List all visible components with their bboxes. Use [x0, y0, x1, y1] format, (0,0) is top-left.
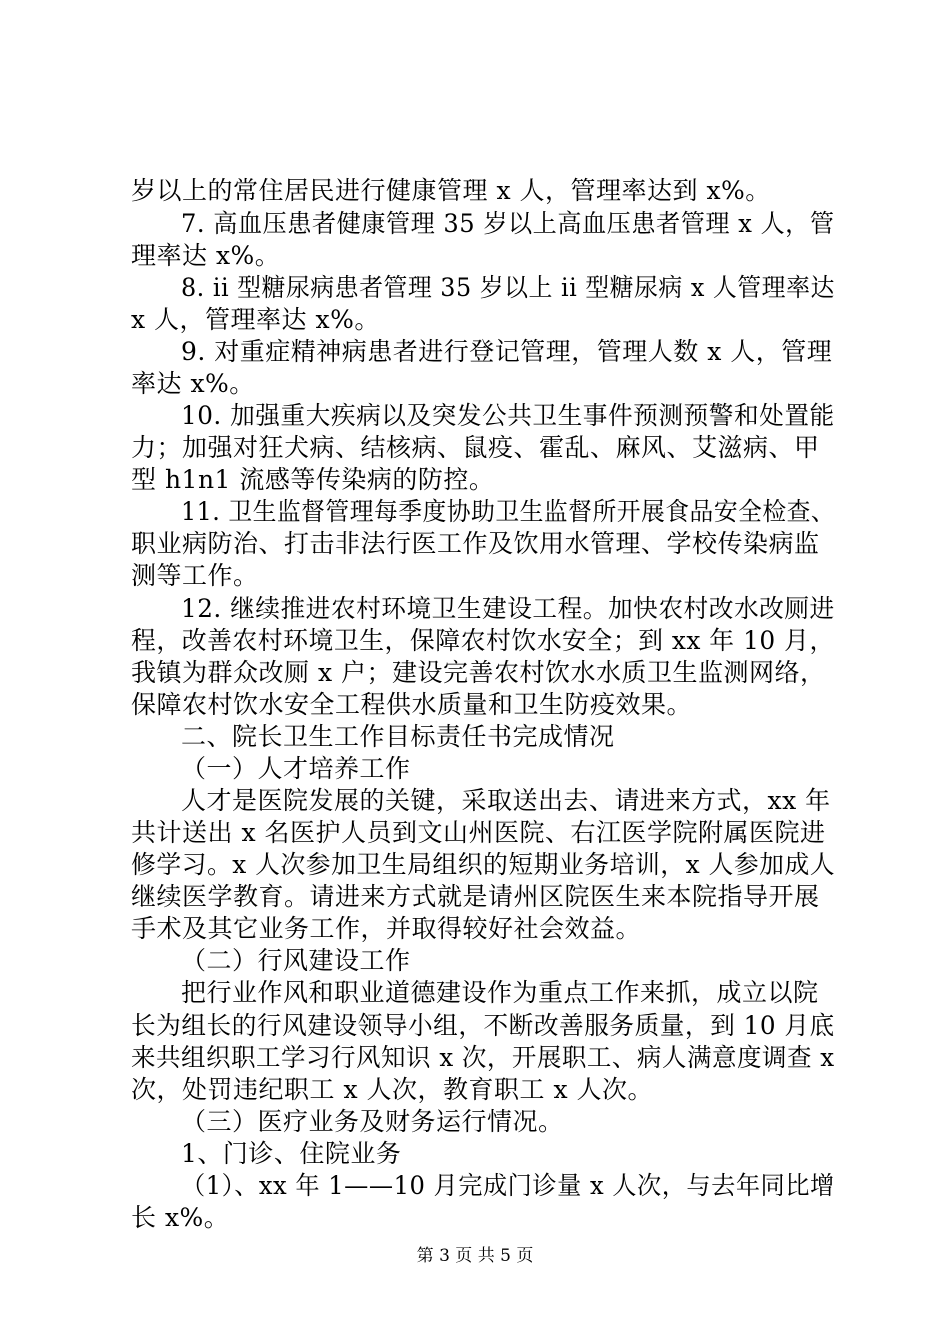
subsection-heading: （二）行风建设工作 [181, 946, 411, 975]
text-line: 我镇为群众改厕 x 户；建设完善农村饮水水质卫生监测网络， [131, 658, 826, 687]
text-line: 职业病防治、打击非法行医工作及饮用水管理、学校传染病监 [131, 529, 820, 558]
text-line: 保障农村饮水安全工程供水质量和卫生防疫效果。 [131, 690, 693, 719]
text-line: 型 h1n1 流感等传染病的防控。 [131, 465, 495, 494]
text-line: 长为组长的行风建设领导小组，不断改善服务质量，到 10 月底 [131, 1011, 835, 1040]
list-heading: 1、门诊、住院业务 [181, 1139, 402, 1168]
text-line: 力；加强对狂犬病、结核病、鼠疫、霍乱、麻风、艾滋病、甲 [131, 433, 820, 462]
text-line: 7. 高血压患者健康管理 35 岁以上高血压患者管理 x 人，管 [181, 209, 835, 238]
text-line: 测等工作。 [131, 561, 259, 590]
text-line: 8. ii 型糖尿病患者管理 35 岁以上 ii 型糖尿病 x 人管理率达 [181, 273, 835, 302]
page-number-footer: 第 3 页 共 5 页 [416, 1246, 534, 1266]
text-line: 理率达 x%。 [131, 241, 281, 270]
text-line: 长 x%。 [131, 1203, 230, 1232]
subsection-heading: （三）医疗业务及财务运行情况。 [181, 1107, 564, 1136]
text-line: 继续医学教育。请进来方式就是请州区院医生来本院指导开展 [131, 882, 820, 911]
text-line: 人才是医院发展的关键，采取送出去、请进来方式，xx 年 [181, 786, 831, 815]
text-line: 把行业作风和职业道德建设作为重点工作来抓，成立以院 [181, 978, 819, 1007]
text-line: 11. 卫生监督管理每季度协助卫生监督所开展食品安全检查、 [181, 497, 836, 526]
text-line: （1）、xx 年 1——10 月完成门诊量 x 人次，与去年同比增 [181, 1171, 835, 1200]
text-line: 来共组织职工学习行风知识 x 次，开展职工、病人满意度调查 x [131, 1043, 835, 1072]
text-line: 10. 加强重大疾病以及突发公共卫生事件预测预警和处置能 [181, 401, 835, 430]
text-line: 12. 继续推进农村环境卫生建设工程。加快农村改水改厕进 [181, 594, 835, 623]
text-line: 共计送出 x 名医护人员到文山州医院、右江医学院附属医院进 [131, 818, 826, 847]
section-heading: 二、院长卫生工作目标责任书完成情况 [181, 722, 615, 751]
text-line: 手术及其它业务工作，并取得较好社会效益。 [131, 914, 642, 943]
text-line: 9. 对重症精神病患者进行登记管理，管理人数 x 人，管理 [181, 337, 833, 366]
text-line: 修学习。x 人次参加卫生局组织的短期业务培训，x 人参加成人 [131, 850, 836, 879]
text-line: 岁以上的常住居民进行健康管理 x 人，管理率达到 x%。 [131, 176, 771, 205]
text-line: 程，改善农村环境卫生，保障农村饮水安全；到 xx 年 10 月， [131, 626, 835, 655]
text-line: 次，处罚违纪职工 x 人次，教育职工 x 人次。 [131, 1075, 653, 1104]
text-line: x 人，管理率达 x%。 [131, 305, 380, 334]
text-line: 率达 x%。 [131, 369, 255, 398]
subsection-heading: （一）人才培养工作 [181, 754, 411, 783]
